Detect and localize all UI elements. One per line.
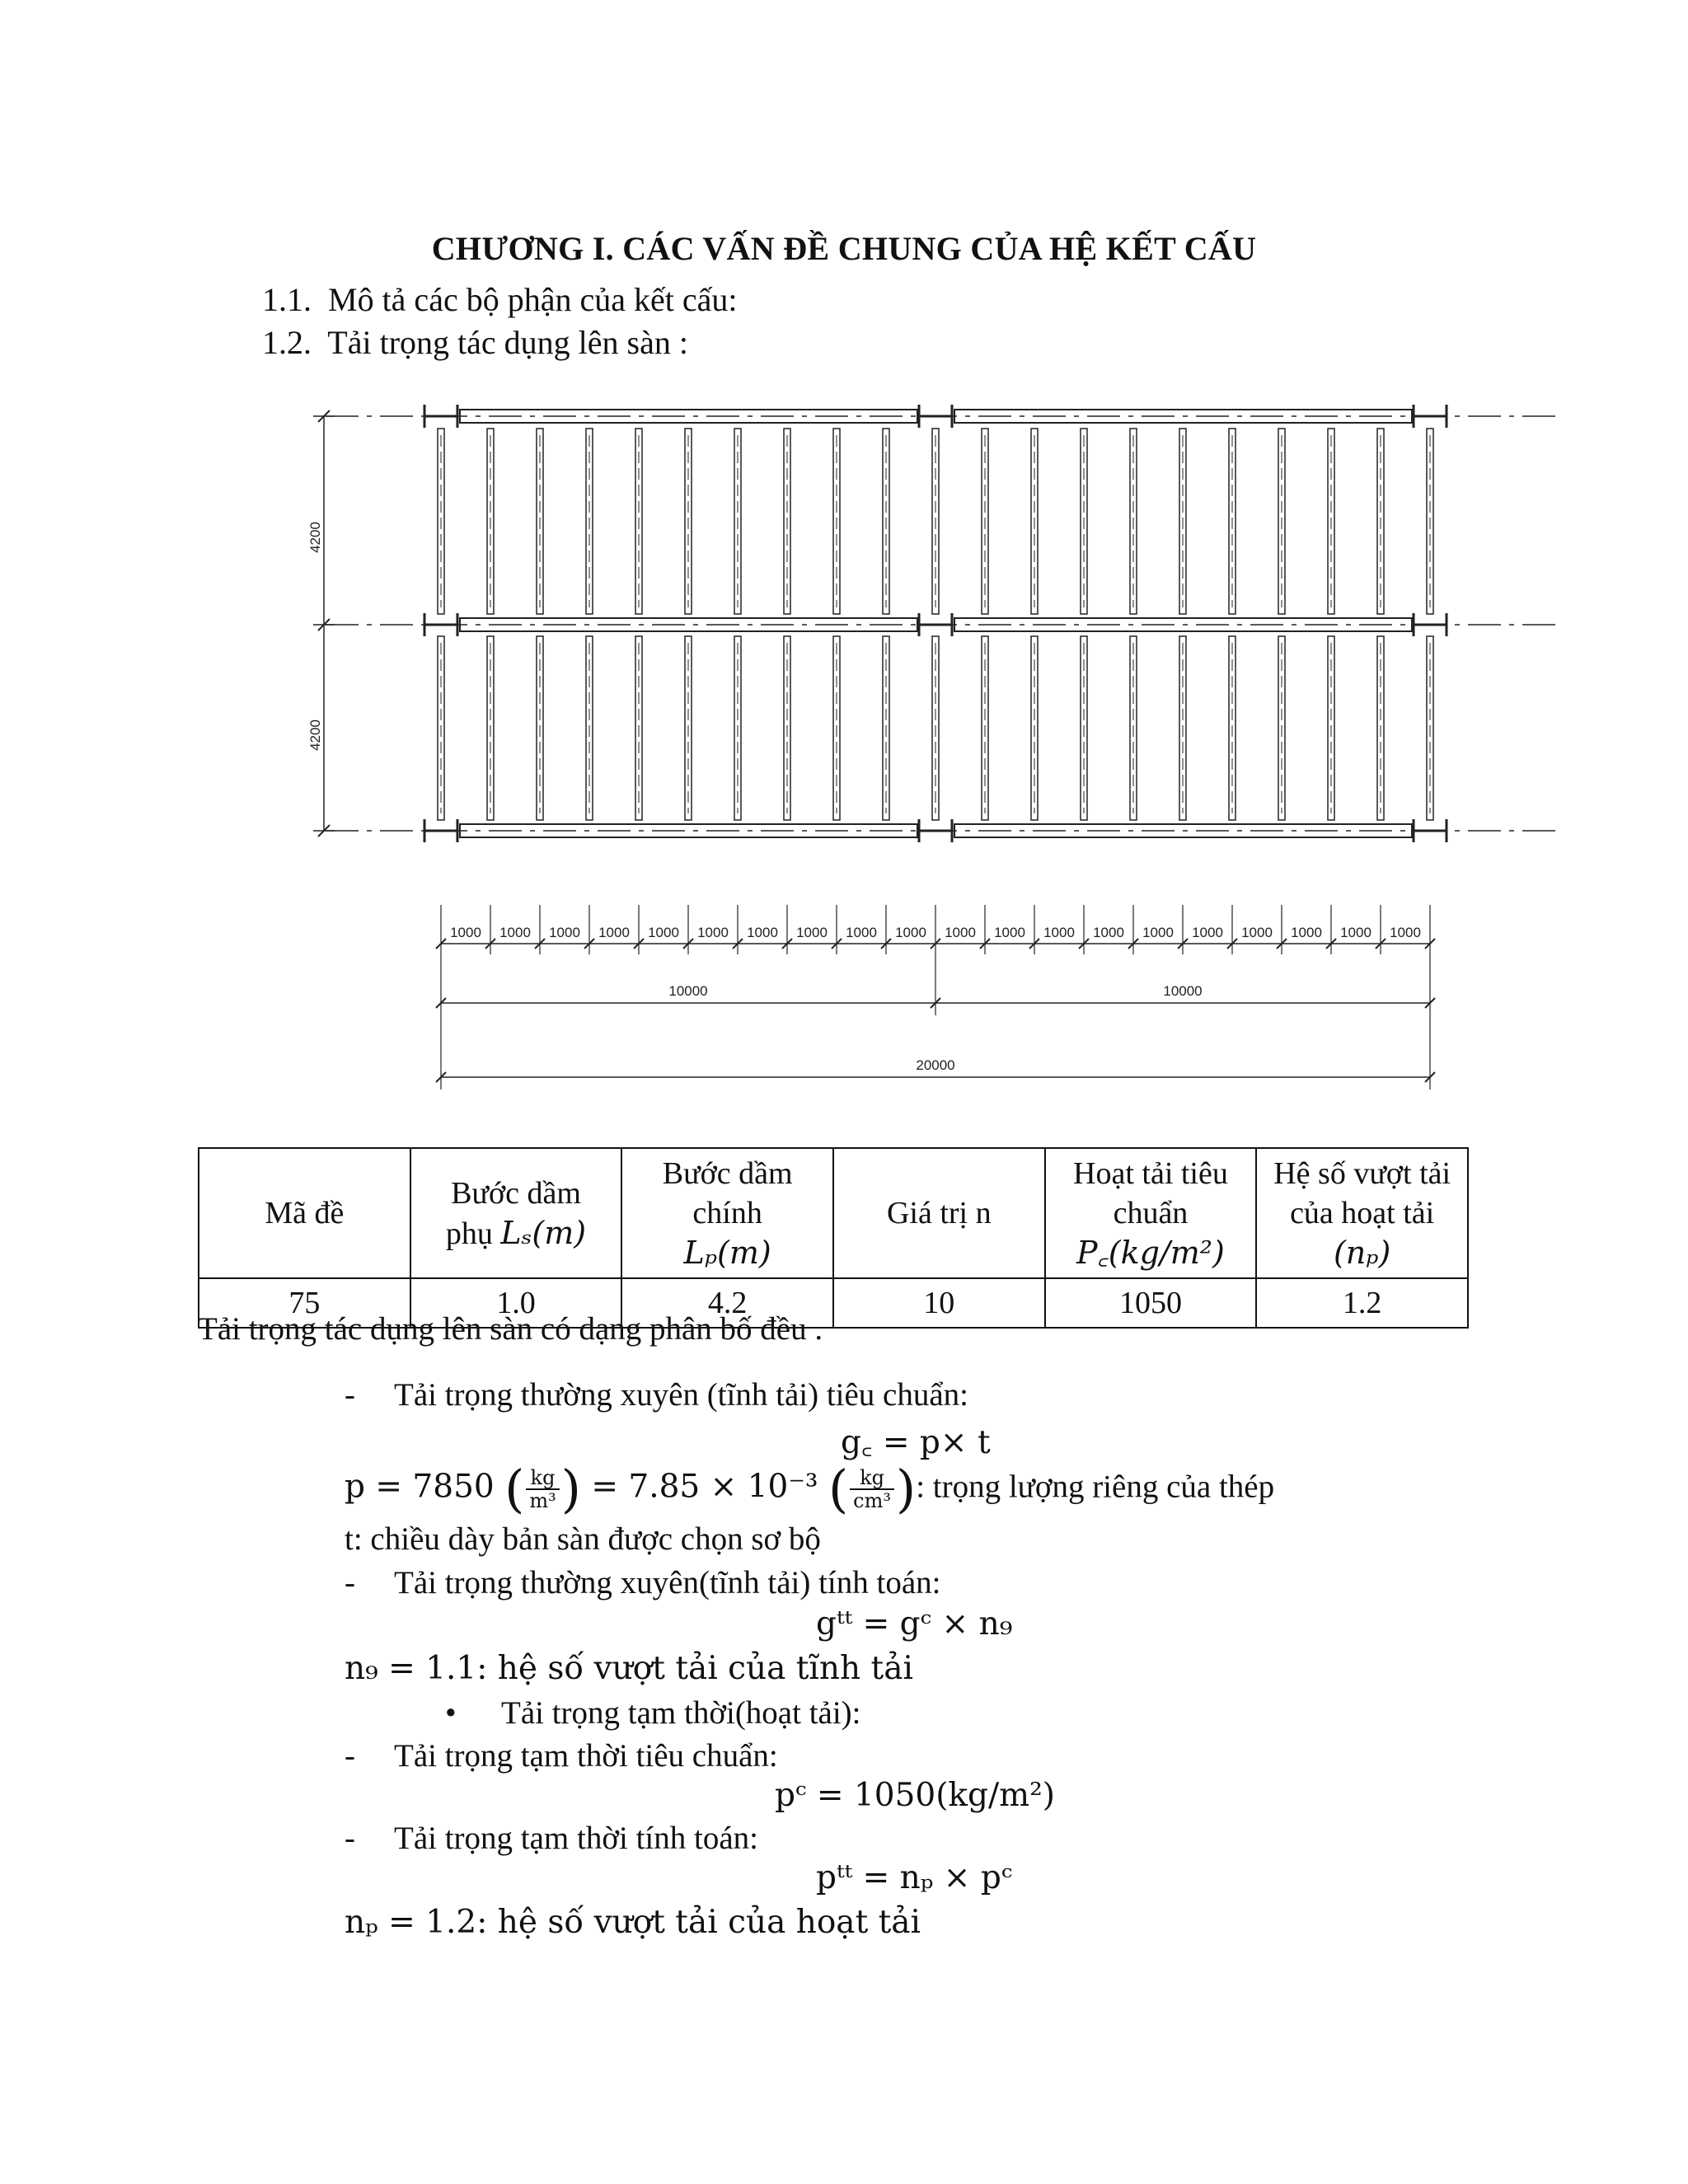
live-calc-label: Tải trọng tạm thời tính toán: [394, 1821, 758, 1856]
unit-fraction: $\frac{kg}{\text{cm³}}$ [850, 1467, 894, 1511]
dim-small: 1000 [648, 925, 679, 940]
cell-ma-de: 75 [199, 1278, 410, 1328]
cell-hoat-tai: 1050 [1045, 1278, 1257, 1328]
header-gia-tri-n: Giá trị n [833, 1148, 1045, 1278]
dash-marker: - [345, 1377, 355, 1413]
live-std-label: Tải trọng tạm thời tiêu chuẩn: [394, 1738, 778, 1774]
dim-total: 20000 [916, 1057, 955, 1073]
dim-small: 1000 [549, 925, 580, 940]
header-he-so: Hệ số vượt tải của hoạt tải (nₚ) [1256, 1148, 1468, 1278]
main-girder [460, 618, 917, 631]
section-1-1 [262, 280, 737, 319]
eq-ptt: pᵗᵗ = nₚ × pᶜ [816, 1859, 1013, 1896]
section-1-2 [262, 323, 688, 362]
dim-small: 1000 [1142, 925, 1174, 940]
dim-vertical-1: 4200 [307, 522, 323, 553]
static-calc-label: Tải trọng thường xuyên(tĩnh tải) tính toán: [394, 1565, 941, 1601]
dim-small: 1000 [1043, 925, 1075, 940]
section-number: 1.2. [262, 324, 312, 361]
np-description: nₚ = 1.2: hệ số vượt tải của hoạt tải [345, 1904, 921, 1941]
header-buoc-dam-chinh: Bước dầm chính Lₚ(m) [621, 1148, 833, 1278]
eq-p-rhs: : trọng lượng riêng của thép [916, 1469, 1275, 1505]
dim-small: 1000 [598, 925, 630, 940]
dim-mid-2: 10000 [1163, 983, 1203, 999]
live-load-label: Tải trọng tạm thời(hoạt tải): [501, 1695, 861, 1731]
dash-marker: - [345, 1738, 355, 1774]
main-girder [460, 410, 917, 423]
dim-small: 1000 [450, 925, 481, 940]
eq-gc: g꜀ = p× t [841, 1424, 991, 1461]
unit-fraction: $\frac{kg}{\text{m³}}$ [526, 1467, 559, 1511]
dash-marker: - [345, 1821, 355, 1856]
dim-mid-1: 10000 [668, 983, 708, 999]
eq-p-mid: = 7.85 × 10⁻³ [591, 1468, 818, 1506]
eq-p-line: p = 7850 ( $\frac{kg}{\text{m³}}$ ) = 7.85 × 10⁻³ ( $\frac{kg}{\text{cm³}}$ ): trọng lượng riêng của thép [345, 1459, 1275, 1519]
dim-small: 1000 [697, 925, 729, 940]
table-header-row [199, 1148, 1468, 1278]
dim-small: 1000 [1093, 925, 1124, 940]
dim-small: 1000 [895, 925, 926, 940]
eq-pc: pᶜ = 1050(kg/m²) [775, 1777, 1055, 1814]
cell-gia-tri-n: 10 [833, 1278, 1045, 1328]
header-buoc-dam-phu: Bước dầm phụ Lₛ(m) [410, 1148, 622, 1278]
dim-small: 1000 [1340, 925, 1372, 940]
dim-small: 1000 [846, 925, 877, 940]
dim-small: 1000 [1241, 925, 1273, 940]
intro-text: Tải trọng tác dụng lên sàn có dạng phân bố đều . [198, 1311, 823, 1347]
cell-he-so: 1.2 [1256, 1278, 1468, 1328]
ng-description: n₉ = 1.1: hệ số vượt tải của tĩnh tải [345, 1650, 913, 1687]
dim-small: 1000 [945, 925, 976, 940]
parameter-table [198, 1147, 1469, 1329]
cell-buoc-dam-chinh: 4.2 [621, 1278, 833, 1328]
floor-framing-drawing [297, 387, 1582, 1113]
dim-small: 1000 [1192, 925, 1223, 940]
dim-small: 1000 [1291, 925, 1322, 940]
header-hoat-tai: Hoạt tải tiêu chuẩn P꜀(kg/m²) [1045, 1148, 1257, 1278]
t-description: t: chiều dày bản sàn được chọn sơ bộ [345, 1521, 821, 1557]
eq-p-lhs: p = 7850 [345, 1468, 495, 1506]
section-text: Mô tả các bộ phận của kết cấu: [328, 281, 738, 318]
dash-marker: - [345, 1565, 355, 1601]
section-text: Tải trọng tác dụng lên sàn : [327, 324, 688, 361]
main-girder [460, 824, 917, 837]
section-number: 1.1. [262, 281, 312, 318]
dim-small: 1000 [994, 925, 1025, 940]
cell-buoc-dam-phu: 1.0 [410, 1278, 622, 1328]
bullet-marker: • [445, 1695, 457, 1731]
dim-small: 1000 [499, 925, 531, 940]
dim-small: 1000 [1390, 925, 1421, 940]
chapter-title: CHƯƠNG I. CÁC VẤN ĐỀ CHUNG CỦA HỆ KẾT CẤU [431, 230, 1257, 267]
header-ma-de: Mã đề [199, 1148, 410, 1278]
dim-small: 1000 [747, 925, 778, 940]
static-std-label: Tải trọng thường xuyên (tĩnh tải) tiêu chuẩn: [394, 1377, 969, 1413]
dim-vertical-2: 4200 [307, 719, 323, 751]
dim-small: 1000 [796, 925, 828, 940]
eq-gtt: gᵗᵗ = gᶜ × n₉ [816, 1605, 1013, 1643]
